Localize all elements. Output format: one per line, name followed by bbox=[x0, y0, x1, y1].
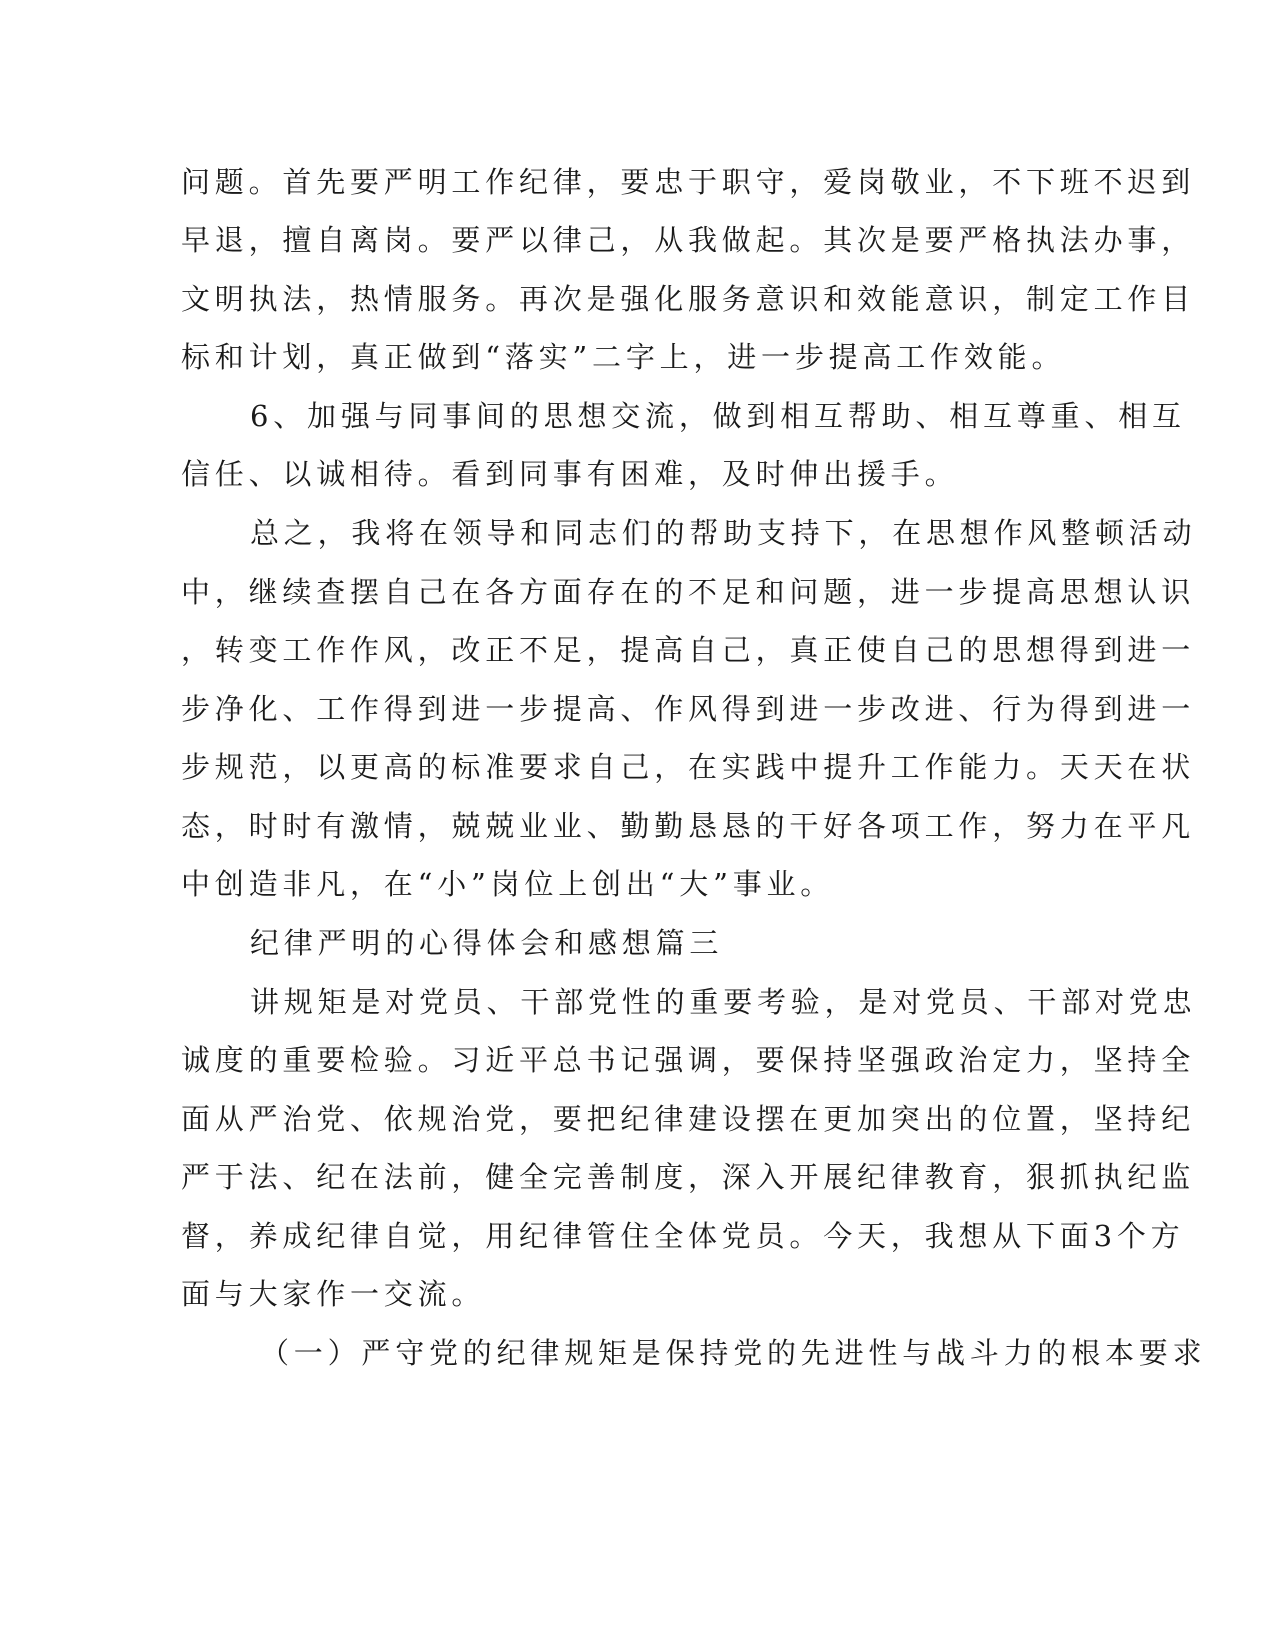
section-heading: 纪律严明的心得体会和感想篇三 bbox=[250, 926, 724, 960]
text-line-6: 信任、以诚相待。看到同事有困难，及时伸出援手。 bbox=[181, 457, 959, 491]
text-line-3: 文明执法，热情服务。再次是强化服务意识和效能意识，制定工作目 bbox=[181, 282, 1196, 316]
text-line-16: 诚度的重要检验。习近平总书记强调，要保持坚强政治定力，坚持全 bbox=[181, 1043, 1196, 1077]
text-line-19: 督，养成纪律自觉，用纪律管住全体党员。今天，我想从下面3个方 bbox=[181, 1219, 1185, 1253]
text-line-21: （一）严守党的纪律规矩是保持党的先进性与战斗力的根本要求 bbox=[260, 1336, 1207, 1370]
text-line-7: 总之，我将在领导和同志们的帮助支持下，在思想作风整顿活动 bbox=[250, 516, 1197, 550]
text-line-9: ，转变工作作风，改正不足，提高自己，真正使自己的思想得到进一 bbox=[181, 633, 1196, 667]
text-line-15: 讲规矩是对党员、干部党性的重要考验，是对党员、干部对党忠 bbox=[250, 985, 1197, 1019]
text-line-4: 标和计划，真正做到“落实”二字上，进一步提高工作效能。 bbox=[181, 340, 1066, 374]
text-line-8: 中，继续查摆自己在各方面存在的不足和问题，进一步提高思想认识 bbox=[181, 575, 1196, 609]
text-line-20: 面与大家作一交流。 bbox=[181, 1277, 486, 1311]
text-line-10: 步净化、工作得到进一步提高、作风得到进一步改进、行为得到进一 bbox=[181, 692, 1196, 726]
text-line-17: 面从严治党、依规治党，要把纪律建设摆在更加突出的位置，坚持纪 bbox=[181, 1102, 1196, 1136]
text-line-12: 态，时时有激情，兢兢业业、勤勤恳恳的干好各项工作，努力在平凡 bbox=[181, 809, 1196, 843]
text-line-2: 早退，擅自离岗。要严以律己，从我做起。其次是要严格执法办事， bbox=[181, 223, 1196, 257]
text-line-1: 问题。首先要严明工作纪律，要忠于职守，爱岗敬业，不下班不迟到 bbox=[181, 165, 1196, 199]
text-line-11: 步规范，以更高的标准要求自己，在实践中提升工作能力。天天在状 bbox=[181, 750, 1196, 784]
text-line-18: 严于法、纪在法前，健全完善制度，深入开展纪律教育，狠抓执纪监 bbox=[181, 1160, 1196, 1194]
text-line-5: 6、加强与同事间的思想交流，做到相互帮助、相互尊重、相互 bbox=[250, 399, 1186, 433]
text-line-13: 中创造非凡，在“小”岗位上创出“大”事业。 bbox=[181, 867, 835, 901]
